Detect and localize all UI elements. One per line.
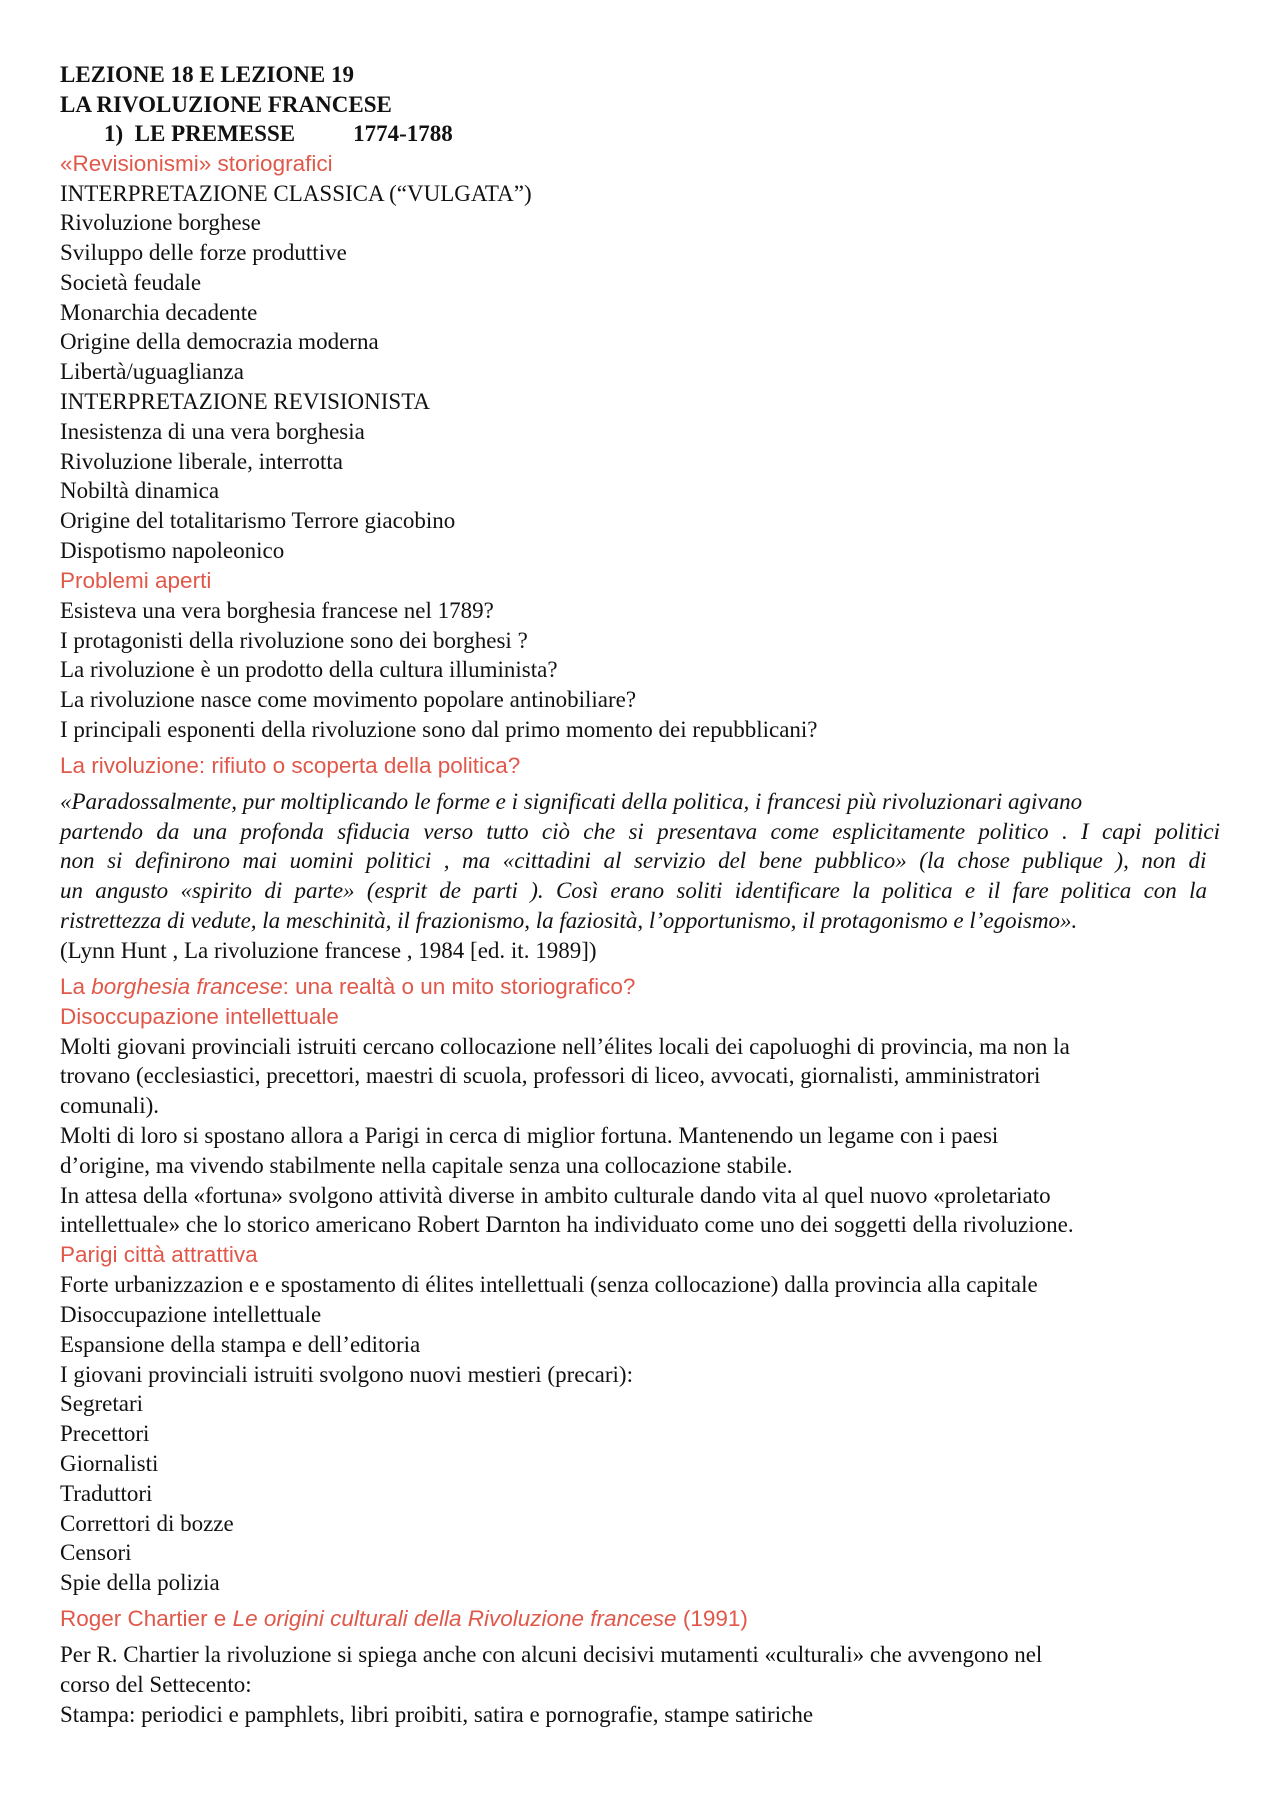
paragraph-line: Disoccupazione intellettuale xyxy=(60,1302,322,1327)
list-item: Dispotismo napoleonico xyxy=(60,538,285,564)
list-item: La rivoluzione nasce come movimento popolare antinobiliare? xyxy=(60,687,637,713)
chartier-heading-post: (1991) xyxy=(676,1605,748,1631)
list-item: Esisteva una vera borghesia francese nel 1789? xyxy=(60,597,494,623)
list-item: Censori xyxy=(60,1540,132,1566)
disoccupazione-paragraph-1 xyxy=(60,1032,1220,1121)
topic-title: LA RIVOLUZIONE FRANCESE xyxy=(60,91,392,117)
paragraph-line: corso del Settecento: xyxy=(60,1671,252,1697)
paragraph-line: I giovani provinciali istruiti svolgono nuovi mestieri (precari): xyxy=(60,1361,633,1387)
quote-line: non si definirono mai uomini politici , ma «cittadini al servizio del bene pubblico» (la chose publique ), non di xyxy=(60,848,1207,874)
paragraph-line: Forte urbanizzazion e e spostamento di élites intellettuali (senza collocazione) dalla provincia alla capitale xyxy=(60,1272,1038,1298)
chartier-heading-pre: Roger Chartier e xyxy=(60,1605,233,1631)
list-item: Spie della polizia xyxy=(60,1570,220,1596)
list-item: Traduttori xyxy=(60,1480,153,1506)
chartier-heading-em: Le origini culturali della Rivoluzione francese xyxy=(232,1605,677,1631)
borghesia-heading-post: : una realtà o un mito storiografico? xyxy=(282,973,636,999)
paragraph-line: d’origine, ma vivendo stabilmente nella capitale senza una collocazione stabile. xyxy=(60,1152,793,1178)
revisionismi-heading: «Revisionismi» storiografici xyxy=(60,150,333,176)
list-item: Correttori di bozze xyxy=(60,1510,234,1536)
section-number: 1) xyxy=(104,121,124,146)
revisionist-list xyxy=(60,417,1220,566)
list-item: Precettori xyxy=(60,1421,150,1447)
list-item: Rivoluzione liberale, interrotta xyxy=(60,448,343,474)
disoccupazione-paragraph-2 xyxy=(60,1121,1220,1181)
disoccupazione-heading: Disoccupazione intellettuale xyxy=(60,1003,339,1029)
list-item: Inesistenza di una vera borghesia xyxy=(60,418,365,444)
list-item: Rivoluzione borghese xyxy=(60,210,261,236)
list-item: Giornalisti xyxy=(60,1450,159,1476)
paragraph-line: Molti di loro si spostano allora a Parigi in cerca di miglior fortuna. Mantenendo un legame con i paesi xyxy=(60,1123,999,1149)
list-item: I protagonisti della rivoluzione sono dei borghesi ? xyxy=(60,627,528,653)
section-title xyxy=(60,119,1220,149)
problemi-heading: Problemi aperti xyxy=(60,567,212,593)
quote-line: partendo da una profonda sfiducia verso tutto ciò che si presentava come esplicitamente politico . I capi politici xyxy=(60,818,1221,844)
parigi-heading: Parigi città attrattiva xyxy=(60,1242,258,1268)
quote-citation: (Lynn Hunt , La rivoluzione francese , 1984 [ed. it. 1989]) xyxy=(60,937,597,963)
problemi-list xyxy=(60,596,1220,745)
list-item: Nobiltà dinamica xyxy=(60,478,220,504)
list-item: I principali esponenti della rivoluzione sono dal primo momento dei repubblicani? xyxy=(60,717,818,743)
paragraph-line: Molti giovani provinciali istruiti cercano collocazione nell’élites locali dei capoluoghi di provincia, ma non la xyxy=(60,1033,1070,1059)
paragraph-line: intellettuale» che lo storico americano Robert Darnton ha individuato come uno dei soggetti della rivoluzione. xyxy=(60,1212,1074,1238)
list-item: Segretari xyxy=(60,1391,144,1417)
list-item: Origine della democrazia moderna xyxy=(60,329,379,355)
hunt-quote xyxy=(60,787,1220,936)
paragraph-line: Per R. Chartier la rivoluzione si spiega anche con alcuni decisivi mutamenti «culturali» che avvengono nel xyxy=(60,1641,1043,1667)
classic-list xyxy=(60,208,1220,387)
disoccupazione-paragraph-3 xyxy=(60,1181,1220,1241)
list-item: Sviluppo delle forze produttive xyxy=(60,240,347,266)
paragraph-line: Espansione della stampa e dell’editoria xyxy=(60,1331,421,1357)
paragraph-line: trovano (ecclesiastici, precettori, maestri di scuola, professori di liceo, avvocati, giornalisti, amministratori xyxy=(60,1063,1041,1089)
lesson-title: LEZIONE 18 E LEZIONE 19 xyxy=(60,62,354,87)
list-item: Società feudale xyxy=(60,269,202,295)
list-item: Origine del totalitarismo Terrore giacobino xyxy=(60,508,456,534)
list-item: Monarchia decadente xyxy=(60,299,258,325)
politica-heading: La rivoluzione: rifiuto o scoperta della politica? xyxy=(60,752,521,778)
borghesia-heading-em: borghesia francese xyxy=(91,973,283,999)
chartier-heading xyxy=(60,1604,1220,1634)
section-name: LE PREMESSE xyxy=(134,121,296,146)
section-years: 1774-1788 xyxy=(353,121,453,146)
paragraph-line: In attesa della «fortuna» svolgono attività diverse in ambito culturale dando vita al quel nuovo «proletariato xyxy=(60,1182,1051,1208)
list-item: La rivoluzione è un prodotto della cultura illuminista? xyxy=(60,657,558,683)
chartier-last-line: Stampa: periodici e pamphlets, libri proibiti, satira e pornografie, stampe satiriche xyxy=(60,1701,814,1727)
borghesia-heading-pre: La xyxy=(60,973,92,999)
document-page xyxy=(60,60,1220,1729)
parigi-intro xyxy=(60,1270,1220,1389)
chartier-paragraph xyxy=(60,1640,1220,1700)
paragraph-line: comunali). xyxy=(60,1093,159,1119)
jobs-list xyxy=(60,1389,1220,1598)
revisionist-interpretation-title: INTERPRETAZIONE REVISIONISTA xyxy=(60,389,431,415)
borghesia-heading xyxy=(60,972,1220,1002)
list-item: Libertà/uguaglianza xyxy=(60,359,244,385)
quote-line: un angusto «spirito di parte» (esprit de parti ). Così erano soliti identificare la politica e il fare politica con la xyxy=(60,878,1207,904)
classic-interpretation-title: INTERPRETAZIONE CLASSICA (“VULGATA”) xyxy=(60,180,532,206)
quote-line: ristrettezza di vedute, la meschinità, il frazionismo, la faziosità, l’opportunismo, il protagonismo e l’egoismo». xyxy=(60,908,1078,934)
quote-line: «Paradossalmente, pur moltiplicando le forme e i significati della politica, i francesi più rivoluzionari agivano xyxy=(60,788,1083,814)
